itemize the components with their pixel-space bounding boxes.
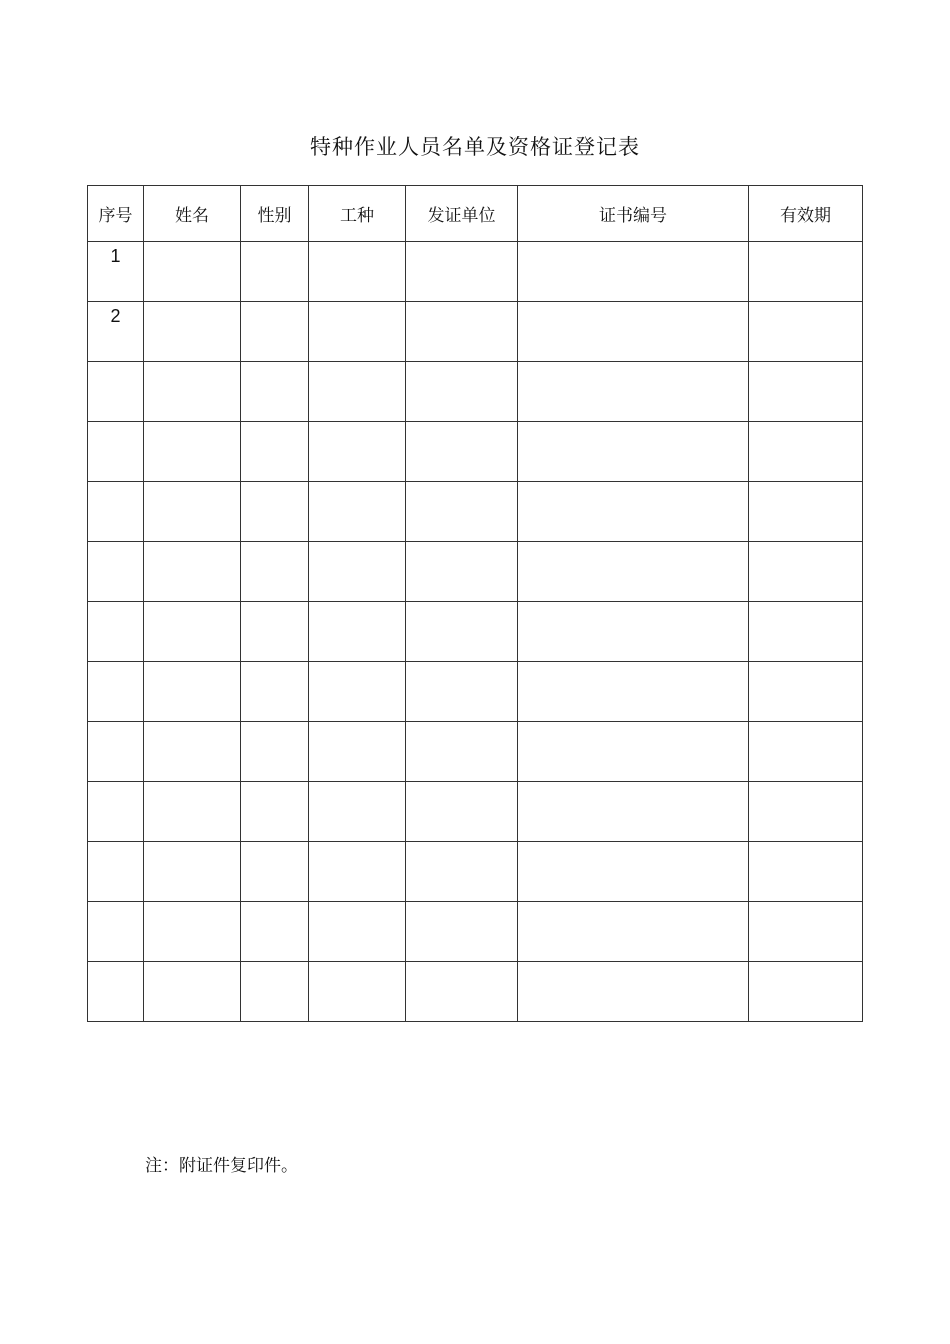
cell-issuing-unit <box>406 422 518 482</box>
cell-job-type <box>309 722 406 782</box>
table-row <box>88 722 863 782</box>
cell-seq <box>88 722 144 782</box>
cell-certificate-number <box>518 422 749 482</box>
cell-name <box>144 242 241 302</box>
cell-gender <box>241 242 309 302</box>
cell-job-type <box>309 662 406 722</box>
cell-issuing-unit <box>406 842 518 902</box>
cell-gender <box>241 302 309 362</box>
cell-validity-period <box>749 542 863 602</box>
table-row <box>88 962 863 1022</box>
cell-certificate-number <box>518 902 749 962</box>
cell-issuing-unit <box>406 482 518 542</box>
cell-certificate-number <box>518 662 749 722</box>
cell-certificate-number <box>518 242 749 302</box>
table-row <box>88 302 863 362</box>
cell-job-type <box>309 362 406 422</box>
cell-gender <box>241 482 309 542</box>
cell-job-type <box>309 842 406 902</box>
cell-name <box>144 482 241 542</box>
cell-seq <box>88 662 144 722</box>
header-name: 姓名 <box>144 186 241 242</box>
cell-seq <box>88 602 144 662</box>
table-row <box>88 362 863 422</box>
table-row <box>88 242 863 302</box>
cell-job-type <box>309 902 406 962</box>
table-header-row <box>88 186 863 242</box>
footnote: 注：附证件复印件。 <box>145 1156 298 1176</box>
cell-name <box>144 362 241 422</box>
cell-validity-period <box>749 842 863 902</box>
cell-job-type <box>309 482 406 542</box>
header-validity-period: 有效期 <box>749 186 863 242</box>
cell-validity-period <box>749 602 863 662</box>
cell-validity-period <box>749 662 863 722</box>
cell-certificate-number <box>518 302 749 362</box>
cell-validity-period <box>749 782 863 842</box>
personnel-register-table <box>87 185 863 1022</box>
table-row <box>88 602 863 662</box>
cell-certificate-number <box>518 482 749 542</box>
cell-certificate-number <box>518 782 749 842</box>
cell-certificate-number <box>518 602 749 662</box>
cell-name <box>144 602 241 662</box>
cell-name <box>144 662 241 722</box>
cell-certificate-number <box>518 722 749 782</box>
cell-seq: 1 <box>88 242 144 302</box>
cell-certificate-number <box>518 842 749 902</box>
table-row <box>88 542 863 602</box>
cell-job-type <box>309 542 406 602</box>
cell-seq <box>88 782 144 842</box>
header-gender: 性别 <box>241 186 309 242</box>
cell-gender <box>241 842 309 902</box>
cell-validity-period <box>749 902 863 962</box>
cell-issuing-unit <box>406 242 518 302</box>
cell-certificate-number <box>518 542 749 602</box>
table-row <box>88 662 863 722</box>
cell-validity-period <box>749 362 863 422</box>
table-row <box>88 902 863 962</box>
document-title: 特种作业人员名单及资格证登记表 <box>310 135 640 159</box>
header-job-type: 工种 <box>309 186 406 242</box>
cell-seq <box>88 962 144 1022</box>
cell-gender <box>241 902 309 962</box>
cell-issuing-unit <box>406 662 518 722</box>
cell-seq: 2 <box>88 302 144 362</box>
cell-issuing-unit <box>406 962 518 1022</box>
cell-gender <box>241 662 309 722</box>
cell-seq <box>88 842 144 902</box>
cell-name <box>144 422 241 482</box>
cell-name <box>144 542 241 602</box>
table-row <box>88 482 863 542</box>
cell-issuing-unit <box>406 362 518 422</box>
cell-validity-period <box>749 962 863 1022</box>
cell-name <box>144 962 241 1022</box>
cell-name <box>144 902 241 962</box>
cell-name <box>144 302 241 362</box>
cell-issuing-unit <box>406 782 518 842</box>
header-seq: 序号 <box>88 186 144 242</box>
cell-validity-period <box>749 302 863 362</box>
cell-job-type <box>309 602 406 662</box>
cell-name <box>144 842 241 902</box>
cell-issuing-unit <box>406 722 518 782</box>
cell-validity-period <box>749 242 863 302</box>
cell-issuing-unit <box>406 302 518 362</box>
table-row <box>88 782 863 842</box>
cell-seq <box>88 482 144 542</box>
cell-gender <box>241 962 309 1022</box>
cell-validity-period <box>749 422 863 482</box>
cell-gender <box>241 602 309 662</box>
cell-validity-period <box>749 722 863 782</box>
table-row <box>88 842 863 902</box>
cell-seq <box>88 542 144 602</box>
cell-issuing-unit <box>406 542 518 602</box>
cell-job-type <box>309 782 406 842</box>
cell-gender <box>241 422 309 482</box>
cell-job-type <box>309 962 406 1022</box>
cell-gender <box>241 542 309 602</box>
cell-job-type <box>309 302 406 362</box>
cell-gender <box>241 722 309 782</box>
cell-gender <box>241 362 309 422</box>
cell-issuing-unit <box>406 602 518 662</box>
cell-seq <box>88 422 144 482</box>
table-row <box>88 422 863 482</box>
table-body <box>88 242 863 1022</box>
cell-name <box>144 722 241 782</box>
cell-job-type <box>309 242 406 302</box>
cell-certificate-number <box>518 962 749 1022</box>
cell-issuing-unit <box>406 902 518 962</box>
cell-gender <box>241 782 309 842</box>
cell-certificate-number <box>518 362 749 422</box>
header-certificate-number: 证书编号 <box>518 186 749 242</box>
cell-seq <box>88 902 144 962</box>
header-issuing-unit: 发证单位 <box>406 186 518 242</box>
cell-validity-period <box>749 482 863 542</box>
cell-seq <box>88 362 144 422</box>
cell-name <box>144 782 241 842</box>
cell-job-type <box>309 422 406 482</box>
